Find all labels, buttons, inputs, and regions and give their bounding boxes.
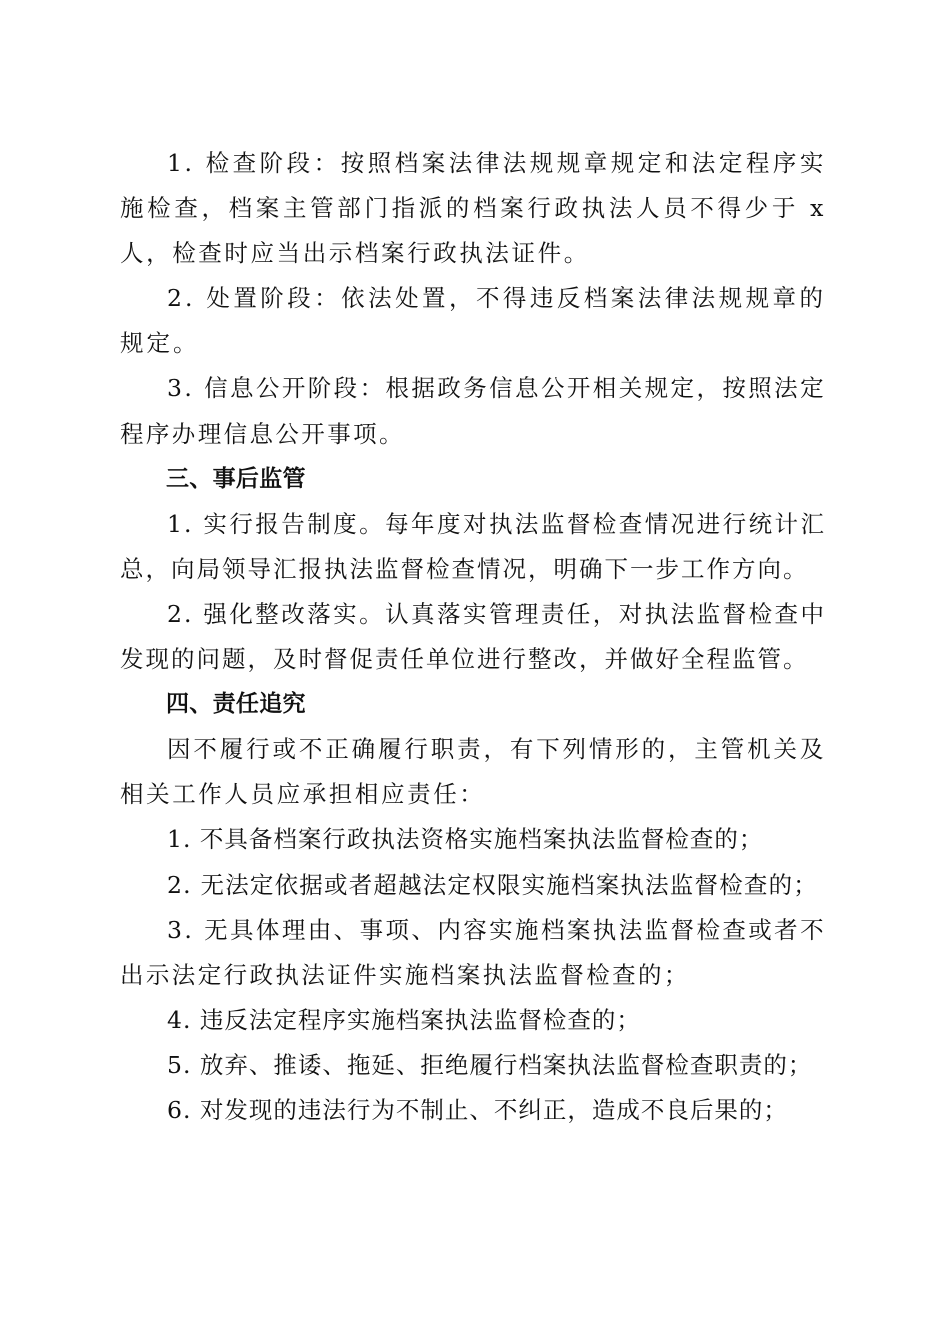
list-item: 1. 不具备档案行政执法资格实施档案执法监督检查的； [167, 825, 764, 854]
paragraph-disposal-stage: 2. 处置阶段：依法处置，不得违反档案法律法规规章的规定。 [120, 284, 826, 358]
paragraph-disclosure-stage: 3. 信息公开阶段：根据政务信息公开相关规定，按照法定程序办理信息公开事项。 [120, 374, 826, 448]
document-body [120, 141, 837, 1133]
list-item: 2. 无法定依据或者超越法定权限实施档案执法监督检查的； [167, 870, 818, 899]
paragraph-accountability-intro: 因不履行或不正确履行职责，有下列情形的，主管机关及相关工作人员应承担相应责任： [120, 735, 826, 809]
section-heading-accountability: 四、责任追究 [166, 691, 306, 718]
section-heading-post-supervision: 三、事后监管 [166, 465, 306, 492]
paragraph-rectification: 2. 强化整改落实。认真落实管理责任，对执法监督检查中发现的问题，及时督促责任单位进行整改，并做好全程监管。 [120, 599, 826, 674]
list-item: 6. 对发现的违法行为不制止、不纠正，造成不良后果的； [167, 1095, 788, 1124]
list-item: 3. 无具体理由、事项、内容实施档案执法监督检查或者不出示法定行政执法证件实施档案执法监督检查的； [120, 915, 826, 989]
paragraph-inspection-stage: 1. 检查阶段：按照档案法律法规规章规定和法定程序实施检查，档案主管部门指派的档案行政执法人员不得少于 x 人，检查时应当出示档案行政执法证件。 [120, 149, 837, 268]
list-item: 5. 放弃、推诿、拖延、拒绝履行档案执法监督检查职责的； [167, 1050, 813, 1079]
list-item: 4. 违反法定程序实施档案执法监督检查的； [167, 1005, 641, 1034]
paragraph-reporting-system: 1. 实行报告制度。每年度对执法监督检查情况进行统计汇总，向局领导汇报执法监督检查情况，明确下一步工作方向。 [120, 509, 826, 583]
